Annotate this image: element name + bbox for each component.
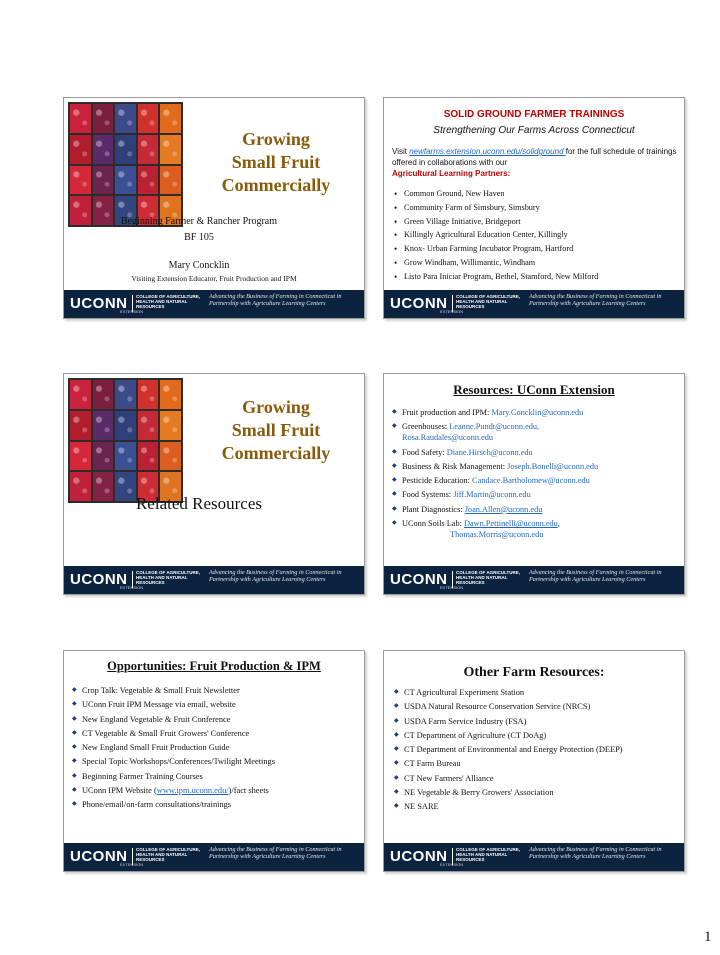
extension-label: EXTENSION bbox=[440, 309, 464, 314]
bullet-icon: ◆ bbox=[392, 477, 397, 484]
bullet-icon: ◆ bbox=[392, 520, 397, 527]
extension-label: EXTENSION bbox=[440, 585, 464, 590]
bullet-icon: ◆ bbox=[72, 701, 77, 708]
berry-pint bbox=[93, 380, 114, 409]
berry-pint bbox=[138, 380, 159, 409]
slide-6 bbox=[383, 650, 685, 872]
bullet-icon: ◆ bbox=[392, 409, 397, 415]
list-item bbox=[394, 730, 679, 741]
list-item bbox=[394, 701, 679, 712]
bullet-icon: • bbox=[394, 244, 398, 255]
uconn-logo: UCONN bbox=[70, 848, 128, 865]
berry-pint bbox=[115, 104, 136, 133]
slide-title: Growing Small Fruit Commercially bbox=[221, 129, 331, 195]
solidground-link[interactable]: newfarms.extension.uconn.edu/solidground bbox=[409, 147, 566, 156]
list-item bbox=[72, 728, 357, 739]
list-item bbox=[392, 447, 682, 458]
bullet-icon: ◆ bbox=[394, 789, 399, 796]
slide-footer bbox=[64, 843, 364, 871]
slide-title: Growing Small Fruit Commercially bbox=[221, 397, 331, 463]
uconn-logo: UCONN bbox=[390, 571, 448, 588]
bullet-icon: • bbox=[394, 202, 398, 213]
extension-label: EXTENSION bbox=[120, 309, 144, 314]
berry-pint bbox=[138, 166, 159, 195]
slide-subtitle: Strengthening Our Farms Across Connecticut bbox=[433, 125, 635, 136]
visit-text: Visit newfarms.extension.uconn.edu/solidground for the full schedule of trainings offered in collaborations with our Agricultural Learning Partners: bbox=[392, 147, 677, 178]
presenter-name: Mary Concklin bbox=[168, 260, 230, 271]
partner-name: Grow Windham, Willimantic, Windham bbox=[404, 257, 536, 267]
berry-pint bbox=[115, 135, 136, 164]
list-item bbox=[394, 787, 679, 798]
berry-pint bbox=[160, 411, 181, 440]
list-item bbox=[394, 687, 679, 698]
uconn-logo: UCONN bbox=[390, 848, 448, 865]
email-link[interactable]: Mary.Concklin@uconn.edu bbox=[491, 408, 584, 417]
contact-label: Food Systems: bbox=[402, 490, 454, 500]
berry-pint bbox=[138, 104, 159, 133]
college-name: COLLEGE OF AGRICULTURE, HEALTH AND NATURAL RESOURCES bbox=[136, 847, 200, 863]
berry-pint bbox=[93, 135, 114, 164]
list-item bbox=[394, 258, 682, 269]
item-text: CT Department of Agriculture (CT DoAg) bbox=[404, 730, 547, 740]
list-item bbox=[392, 504, 682, 515]
list-item bbox=[392, 407, 682, 418]
item-text: UConn IPM Website ( bbox=[82, 786, 157, 796]
berry-pint bbox=[115, 442, 136, 471]
berry-pint bbox=[160, 442, 181, 471]
item-text: USDA Natural Resource Conservation Service (NRCS) bbox=[404, 702, 591, 712]
bullet-icon: ◆ bbox=[72, 715, 77, 722]
email-link[interactable]: Rosa.Raudales@uconn.edu bbox=[402, 433, 494, 443]
list-item bbox=[394, 773, 679, 784]
berry-pint bbox=[115, 380, 136, 409]
list-item bbox=[72, 799, 357, 810]
uconn-logo: UCONN bbox=[390, 295, 448, 312]
page-number: 1 bbox=[704, 929, 712, 945]
berry-pint bbox=[115, 411, 136, 440]
berry-pint bbox=[138, 442, 159, 471]
item-text: )/fact sheets bbox=[228, 786, 269, 796]
list-item bbox=[394, 189, 682, 200]
item-text: UConn Fruit IPM Message via email, website bbox=[82, 700, 236, 710]
partner-name: Common Ground, New Haven bbox=[404, 189, 505, 198]
item-text: CT Department of Environmental and Energy Protection (DEEP) bbox=[404, 745, 623, 755]
footer-tagline: Advancing the Business of Farming in Connecticut in Partnership with Agriculture Learning Centers bbox=[209, 293, 342, 308]
list-item bbox=[394, 801, 679, 812]
slide-2 bbox=[383, 97, 685, 319]
bullet-icon: ◆ bbox=[394, 731, 399, 738]
slide-3 bbox=[63, 373, 365, 595]
slide-footer bbox=[64, 290, 364, 318]
berry-pint bbox=[93, 411, 114, 440]
bullet-icon: • bbox=[394, 271, 398, 282]
berry-pint bbox=[138, 411, 159, 440]
college-name: COLLEGE OF AGRICULTURE, HEALTH AND NATURAL RESOURCES bbox=[456, 570, 520, 586]
item-text: CT Agricultural Experiment Station bbox=[404, 688, 525, 697]
farm-resources-list bbox=[394, 687, 679, 816]
berry-pint bbox=[115, 166, 136, 195]
email-link[interactable]: Candace.Bartholomew@uconn.edu bbox=[472, 476, 590, 486]
college-name: COLLEGE OF AGRICULTURE, HEALTH AND NATURAL RESOURCES bbox=[136, 294, 200, 310]
list-item bbox=[392, 421, 682, 443]
bullet-icon: ◆ bbox=[394, 717, 399, 724]
program-name: Beginning Farmer & Rancher Program bbox=[120, 216, 278, 227]
contact-label: UConn Soils Lab: bbox=[402, 519, 464, 529]
item-text: NE Vegetable & Berry Growers' Association bbox=[404, 788, 554, 798]
list-item bbox=[72, 756, 357, 767]
item-text: Phone/email/on-farm consultations/trainings bbox=[82, 800, 232, 810]
partners-label: Agricultural Learning Partners: bbox=[392, 169, 511, 178]
slide-4 bbox=[383, 373, 685, 595]
related-resources-heading: Related Resources bbox=[135, 494, 263, 513]
list-item bbox=[392, 518, 682, 540]
list-item bbox=[72, 771, 357, 782]
item-text: New England Vegetable & Fruit Conference bbox=[82, 714, 231, 724]
email-link[interactable]: Joseph.Bonelli@uconn.edu bbox=[507, 461, 599, 471]
item-text: Crop Talk: Vegetable & Small Fruit Newsletter bbox=[82, 686, 240, 695]
contact-label: Fruit production and IPM: bbox=[402, 408, 492, 417]
berry-pint bbox=[70, 104, 91, 133]
berry-pint bbox=[93, 166, 114, 195]
partner-name: Killingly Agricultural Education Center, Killingly bbox=[404, 230, 568, 240]
list-item bbox=[394, 203, 682, 214]
berry-photo bbox=[68, 378, 183, 503]
bullet-icon: ◆ bbox=[72, 758, 77, 765]
partner-name: Listo Para Iniciar Program, Bethel, Stamford, New Milford bbox=[404, 271, 599, 281]
college-name: COLLEGE OF AGRICULTURE, HEALTH AND NATURAL RESOURCES bbox=[456, 294, 520, 310]
bullet-icon: ◆ bbox=[72, 687, 77, 693]
list-item bbox=[394, 244, 682, 255]
slide-footer bbox=[384, 843, 684, 871]
slide-footer bbox=[64, 566, 364, 594]
list-item bbox=[394, 716, 679, 727]
berry-pint bbox=[70, 442, 91, 471]
email-link[interactable]: Jiff.Martin@uconn.edu bbox=[453, 490, 531, 500]
berry-pint bbox=[70, 411, 91, 440]
list-item bbox=[394, 272, 682, 283]
college-name: COLLEGE OF AGRICULTURE, HEALTH AND NATURAL RESOURCES bbox=[456, 847, 520, 863]
contact-label: Business & Risk Management: bbox=[402, 461, 508, 471]
bullet-icon: ◆ bbox=[394, 746, 399, 753]
list-item bbox=[392, 489, 682, 500]
email-link[interactable]: Diane.Hirsch@uconn.edu bbox=[446, 447, 533, 457]
bullet-icon: ◆ bbox=[394, 803, 399, 810]
extension-label: EXTENSION bbox=[120, 585, 144, 590]
separator: , bbox=[557, 519, 560, 529]
item-text: NE SARE bbox=[404, 802, 439, 812]
uconn-logo: UCONN bbox=[70, 295, 128, 312]
email-link[interactable]: Dawn.Pettinelli@uconn.edu bbox=[464, 519, 558, 529]
bullet-icon: ◆ bbox=[392, 423, 397, 430]
bullet-icon: ◆ bbox=[392, 505, 397, 512]
bullet-icon: • bbox=[394, 257, 398, 268]
berry-pint bbox=[93, 442, 114, 471]
slide-title: Other Farm Resources: bbox=[463, 665, 605, 680]
slide-1 bbox=[63, 97, 365, 319]
email-link[interactable]: Thomas.Morris@uconn.edu bbox=[450, 530, 544, 540]
extension-label: EXTENSION bbox=[440, 862, 464, 867]
partner-name: Community Farm of Simsbury, Simsbury bbox=[404, 202, 540, 212]
slide-5 bbox=[63, 650, 365, 872]
item-text: Special Topic Workshops/Conferences/Twilight Meetings bbox=[82, 757, 275, 767]
college-name: COLLEGE OF AGRICULTURE, HEALTH AND NATURAL RESOURCES bbox=[136, 570, 200, 586]
berry-pint bbox=[93, 104, 114, 133]
item-text: CT New Farmers' Alliance bbox=[404, 773, 494, 783]
item-text: CT Vegetable & Small Fruit Growers' Conference bbox=[82, 728, 250, 738]
bullet-icon: ◆ bbox=[72, 801, 77, 808]
list-item bbox=[392, 475, 682, 486]
berry-pint bbox=[70, 380, 91, 409]
contact-label: Greenhouses: bbox=[402, 422, 450, 432]
footer-tagline: Advancing the Business of Farming in Connecticut in Partnership with Agriculture Learning Centers bbox=[209, 569, 342, 584]
bullet-icon: ◆ bbox=[72, 729, 77, 736]
berry-pint bbox=[70, 135, 91, 164]
slide-title: SOLID GROUND FARMER TRAININGS bbox=[443, 109, 625, 120]
email-link[interactable]: Joan.Allen@uconn.edu bbox=[464, 504, 543, 514]
footer-tagline: Advancing the Business of Farming in Connecticut in Partnership with Agriculture Learning Centers bbox=[209, 846, 342, 861]
footer-tagline: Advancing the Business of Farming in Connecticut in Partnership with Agriculture Learning Centers bbox=[529, 293, 662, 308]
list-item bbox=[72, 685, 357, 696]
slide-title: Resources: UConn Extension bbox=[453, 382, 615, 397]
footer-tagline: Advancing the Business of Farming in Connecticut in Partnership with Agriculture Learning Centers bbox=[529, 846, 662, 861]
presenter-title: Visiting Extension Educator, Fruit Production and IPM bbox=[131, 274, 297, 283]
list-item bbox=[394, 230, 682, 241]
footer-tagline: Advancing the Business of Farming in Connecticut in Partnership with Agriculture Learning Centers bbox=[529, 569, 662, 584]
item-text: New England Small Fruit Production Guide bbox=[82, 743, 230, 753]
berry-pint bbox=[160, 104, 181, 133]
email-link[interactable]: Leanne.Pundt@uconn.edu, bbox=[449, 422, 540, 432]
berry-pint bbox=[160, 166, 181, 195]
berry-photo bbox=[68, 102, 183, 227]
bullet-icon: • bbox=[394, 189, 398, 199]
berry-pint bbox=[160, 380, 181, 409]
list-item bbox=[394, 758, 679, 769]
course-code: BF 105 bbox=[184, 232, 214, 243]
extension-contacts-list bbox=[392, 407, 682, 543]
bullet-icon: ◆ bbox=[394, 689, 399, 695]
item-text: CT Farm Bureau bbox=[404, 759, 461, 769]
bullet-icon: • bbox=[394, 230, 398, 241]
bullet-icon: ◆ bbox=[72, 787, 77, 794]
ipm-website-link[interactable]: www.ipm.uconn.edu/ bbox=[156, 786, 229, 796]
bullet-icon: ◆ bbox=[394, 760, 399, 767]
contact-label: Food Safety: bbox=[402, 447, 447, 457]
list-item bbox=[72, 699, 357, 710]
slide-footer bbox=[384, 566, 684, 594]
list-item bbox=[394, 744, 679, 755]
contact-label: Plant Diagnostics: bbox=[402, 504, 465, 514]
partner-name: Green Village Initiative, Bridgeport bbox=[404, 216, 521, 226]
opportunities-list bbox=[72, 685, 357, 814]
berry-pint bbox=[138, 135, 159, 164]
bullet-icon: ◆ bbox=[392, 462, 397, 469]
berry-pint bbox=[160, 135, 181, 164]
bullet-icon: ◆ bbox=[392, 448, 397, 455]
extension-label: EXTENSION bbox=[120, 862, 144, 867]
slide-title: Opportunities: Fruit Production & IPM bbox=[107, 659, 321, 673]
list-item bbox=[72, 785, 357, 796]
partner-name: Knox- Urban Farming Incubator Program, Hartford bbox=[404, 244, 574, 254]
list-item bbox=[72, 714, 357, 725]
bullet-icon: ◆ bbox=[394, 774, 399, 781]
uconn-logo: UCONN bbox=[70, 571, 128, 588]
item-text: Beginning Farmer Training Courses bbox=[82, 771, 203, 781]
list-item bbox=[392, 461, 682, 472]
contact-label: Pesticide Education: bbox=[402, 476, 473, 486]
berry-pint bbox=[70, 166, 91, 195]
partners-list bbox=[394, 189, 682, 286]
bullet-icon: ◆ bbox=[392, 491, 397, 498]
slide-footer bbox=[384, 290, 684, 318]
bullet-icon: ◆ bbox=[72, 772, 77, 779]
list-item bbox=[394, 217, 682, 228]
bullet-icon: • bbox=[394, 216, 398, 227]
bullet-icon: ◆ bbox=[72, 744, 77, 751]
bullet-icon: ◆ bbox=[394, 703, 399, 710]
list-item bbox=[72, 742, 357, 753]
item-text: USDA Farm Service Industry (FSA) bbox=[404, 716, 527, 726]
